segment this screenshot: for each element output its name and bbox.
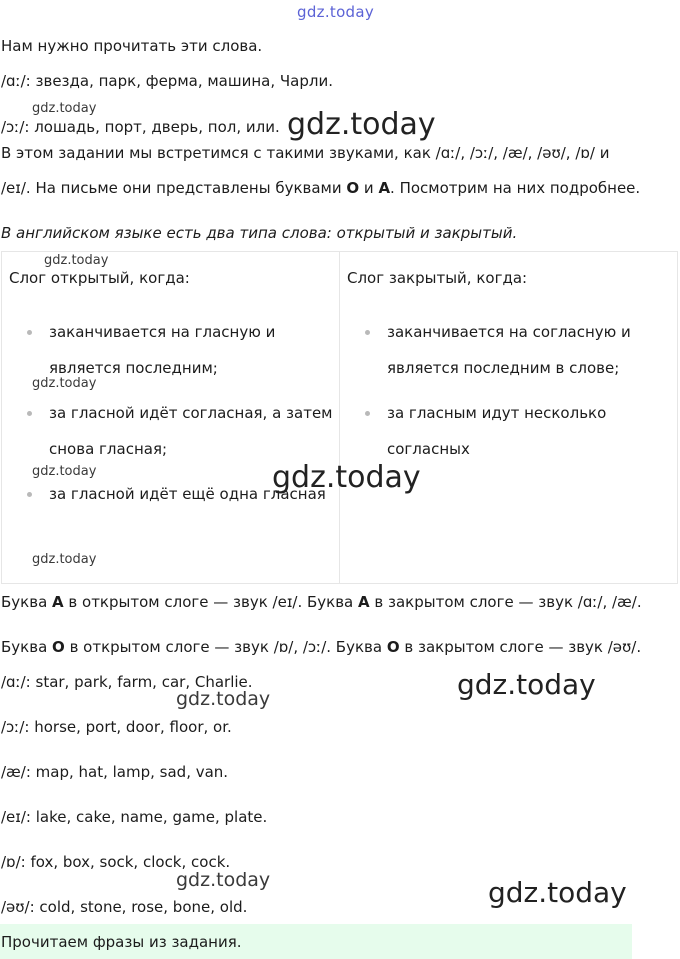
- intro-line-3: /ɔː/: лошадь, порт, дверь, пол, или.: [1, 118, 280, 136]
- watermark: gdz.today: [32, 464, 97, 479]
- watermark: gdz.today: [176, 688, 271, 710]
- list-item: за гласной идёт согласная, а затем снова гласная;: [2, 395, 339, 467]
- word-line: /ɑː/: star, park, farm, car, Charlie.: [1, 673, 253, 691]
- site-logo[interactable]: gdz.today: [297, 3, 375, 21]
- watermark: gdz.today: [457, 668, 596, 701]
- word-line: /ɔː/: horse, port, door, floor, or.: [1, 718, 232, 736]
- syllable-types-note: В английском языке есть два типа слова: открытый и закрытый.: [1, 224, 518, 242]
- intro-line-4: В этом задании мы встретимся с такими звуками, как /ɑː/, /ɔː/, /æ/, /əʊ/, /ɒ/ и: [1, 144, 610, 162]
- rule-letter-o: Буква O в открытом слоге — звук /ɒ/, /ɔː/. Буква O в закрытом слоге — звук /əʊ/.: [1, 638, 642, 656]
- intro-line-2: /ɑː/: звезда, парк, ферма, машина, Чарли.: [1, 72, 333, 90]
- letter-o: O: [346, 179, 360, 197]
- closed-syllable-heading: Слог закрытый, когда:: [347, 269, 528, 287]
- watermark: gdz.today: [44, 253, 109, 268]
- watermark: gdz.today: [272, 460, 421, 495]
- open-syllable-heading: Слог открытый, когда:: [9, 269, 190, 287]
- letter-a: A: [378, 179, 391, 197]
- watermark: gdz.today: [488, 876, 627, 909]
- watermark: gdz.today: [32, 552, 97, 567]
- open-syllable-column: [2, 252, 339, 583]
- intro-line-5: /eɪ/. На письме они представлены буквами O и A. Посмотрим на них подробнее.: [1, 179, 641, 197]
- watermark: gdz.today: [32, 101, 97, 116]
- rule-letter-a: Буква A в открытом слоге — звук /eɪ/. Буква A в закрытом слоге — звук /ɑː/, /æ/.: [1, 593, 642, 611]
- watermark: gdz.today: [176, 869, 271, 891]
- watermark: gdz.today: [287, 107, 436, 142]
- intro-line-1: Нам нужно прочитать эти слова.: [1, 37, 263, 55]
- task-phrases-callout: [0, 924, 632, 959]
- list-item: за гласным идут несколько согласных: [340, 395, 677, 467]
- closed-syllable-column: [339, 252, 677, 583]
- word-line: /ɒ/: fox, box, sock, clock, cock.: [1, 853, 231, 871]
- list-item: заканчивается на согласную и является последним в слове;: [340, 314, 677, 386]
- watermark: gdz.today: [32, 376, 97, 391]
- word-line: /æ/: map, hat, lamp, sad, van.: [1, 763, 229, 781]
- task-phrases-text: Прочитаем фразы из задания.: [1, 933, 242, 951]
- list-item: за гласной идёт ещё одна гласная: [2, 476, 339, 512]
- word-line: /eɪ/: lake, cake, name, game, plate.: [1, 808, 268, 826]
- closed-syllable-list: [340, 314, 677, 476]
- open-syllable-list: [2, 314, 339, 521]
- list-item: заканчивается на гласную и является последним;: [2, 314, 339, 386]
- syllable-table: [1, 251, 678, 584]
- word-line: /əʊ/: cold, stone, rose, bone, old.: [1, 898, 248, 916]
